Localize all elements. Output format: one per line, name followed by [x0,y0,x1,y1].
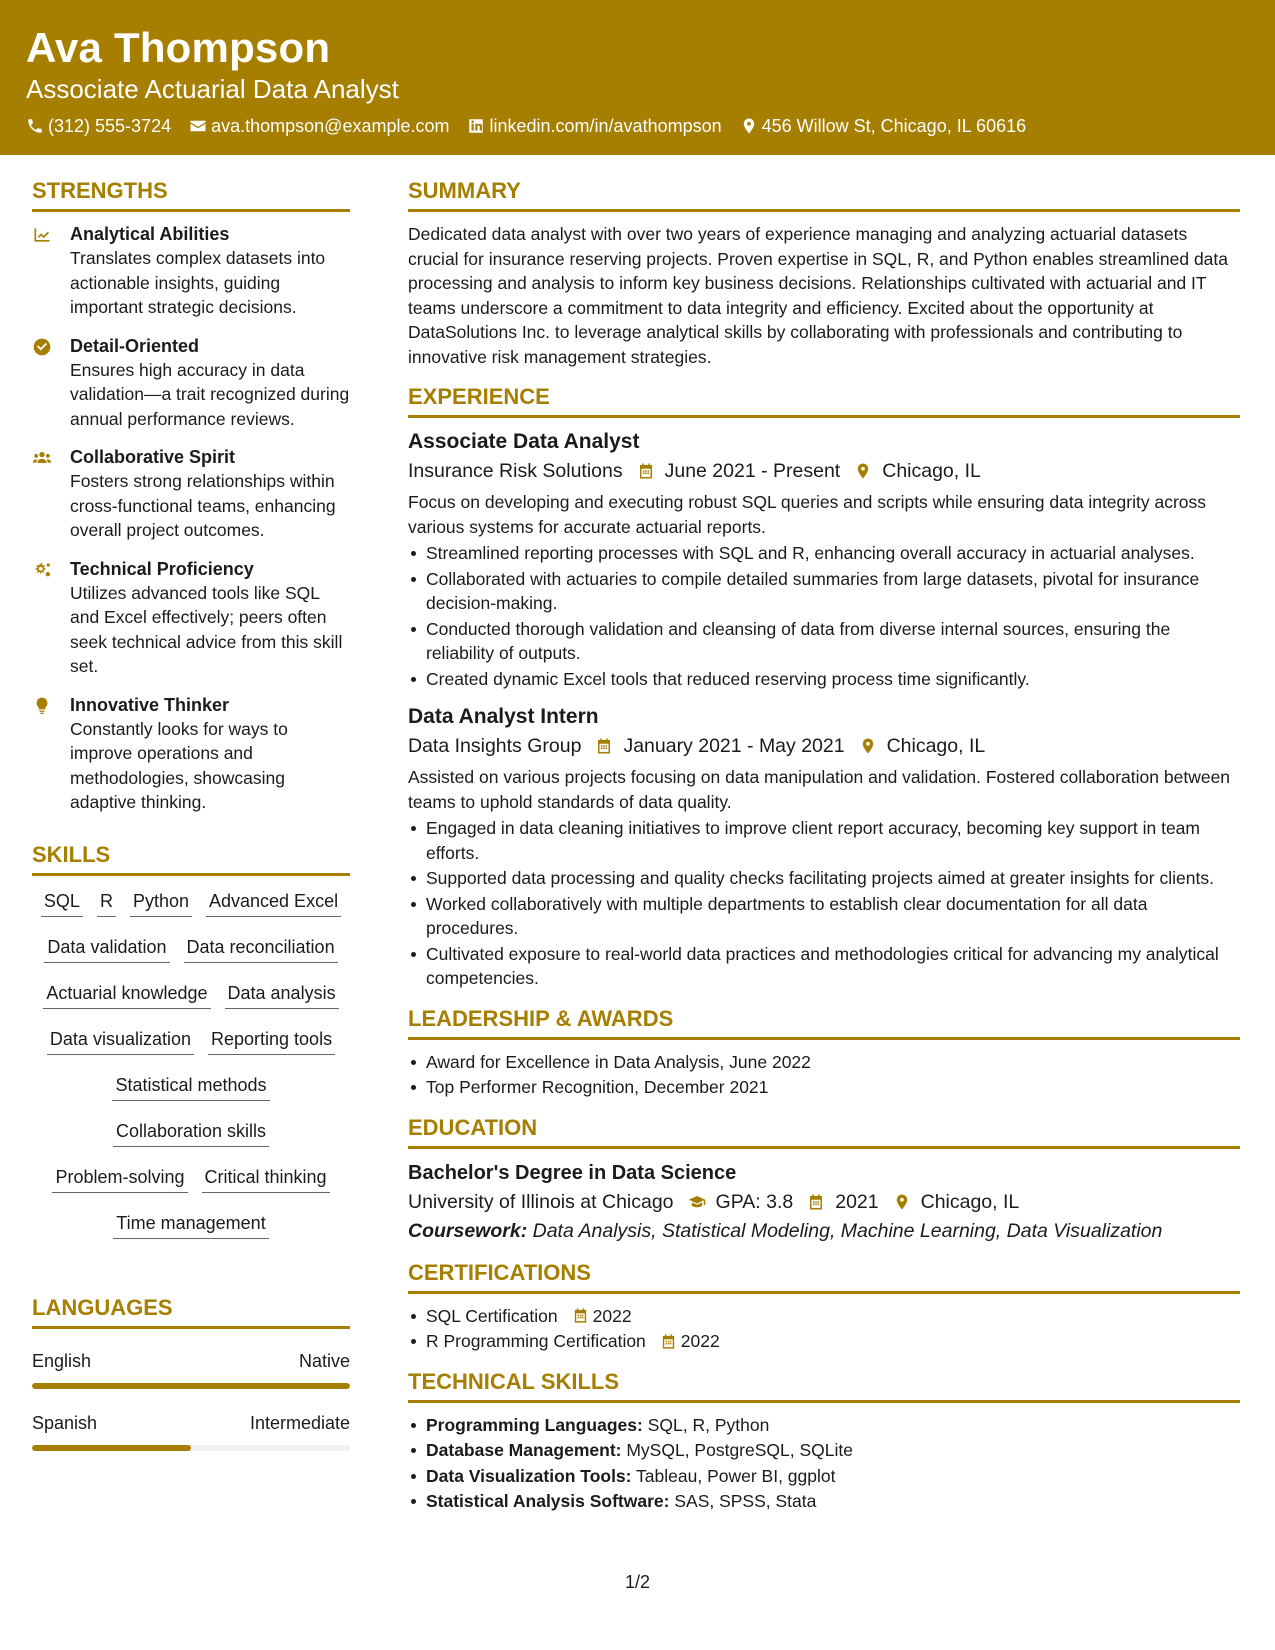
technical-skills-list [408,1413,1240,1514]
language-bar [32,1383,350,1389]
chart-line-icon [32,225,52,245]
graduation-cap-icon [688,1193,706,1211]
coursework-text: Data Analysis, Statistical Modeling, Machine Learning, Data Visualization [532,1219,1163,1242]
language-bar [32,1445,350,1451]
technical-skills-heading: TECHNICAL SKILLS [408,1368,1240,1403]
tech-label: Statistical Analysis Software: [426,1491,670,1511]
skill-tag: Python [130,888,192,917]
map-marker-icon [740,117,758,135]
job-entry [408,428,1240,691]
tech-value: SQL, R, Python [647,1414,770,1435]
job-description: Focus on developing and executing robust SQL queries and scripts while ensuring data integrity across various systems for accurate actuarial reports. [408,492,1207,537]
calendar-icon [807,1193,825,1211]
languages-heading: LANGUAGES [32,1294,350,1329]
skill-tag: Actuarial knowledge [43,980,210,1009]
job-company: Data Insights Group [408,735,582,757]
school-location: Chicago, IL [920,1190,1020,1213]
resume-header [0,0,1275,155]
cert-name: SQL Certification [426,1305,558,1326]
list-item: Streamlined reporting processes with SQL and R, enhancing overall accuracy in actuarial analyses. [408,541,1240,566]
calendar-icon [660,1333,677,1350]
map-marker-icon [859,737,877,755]
strength-desc: Utilizes advanced tools like SQL and Excel effectively; peers often seek technical advice from this skill set. [70,582,343,676]
contact-email[interactable] [189,114,449,138]
job-location: Chicago, IL [882,460,981,482]
strength-desc: Constantly looks for ways to improve operations and methodologies, showcasing adaptive thinking. [70,718,288,812]
tech-label: Data Visualization Tools: [426,1465,632,1486]
users-icon [32,448,52,468]
skill-tag: Advanced Excel [206,888,341,917]
job-location: Chicago, IL [886,735,986,757]
list-item: Worked collaboratively with multiple departments to establish clear documentation for all data procedures. [408,892,1240,941]
calendar-icon [572,1307,589,1324]
skill-tag: Collaboration skills [113,1118,269,1147]
skill-tag: Data visualization [47,1026,194,1055]
list-item [408,1489,1240,1514]
list-item: Top Performer Recognition, December 2021 [408,1075,1240,1100]
summary-text: Dedicated data analyst with over two years of experience managing and analyzing actuarial datasets crucial for insurance reserving projects. Proven expertise in SQL, R, and Python enables streamlined data processing and analysis to inform key business decisions. Relationships cultivated with actuarial and IT teams underscore a commitment to data integrity and efficiency. Excited about the opportunity at DataSolutions Inc. to leverage analytical skills by collaborating with professionals and contributing to innovative risk management strategies. [408,224,1229,367]
strength-desc: Translates complex datasets into actionable insights, guiding important strategic decisions. [70,248,326,317]
cert-year: 2022 [592,1305,632,1326]
calendar-icon [595,737,613,755]
cert-name: R Programming Certification [426,1331,646,1351]
certifications-heading: CERTIFICATIONS [408,1259,1240,1294]
skill-tag: Problem-solving [52,1164,187,1193]
certifications-list [408,1304,1240,1354]
map-marker-icon [893,1193,911,1211]
tech-label: Database Management: [426,1440,622,1460]
leadership-heading: LEADERSHIP & AWARDS [408,1005,1240,1040]
envelope-icon [189,117,207,135]
skill-tag: Data analysis [225,980,339,1009]
coursework [408,1217,1240,1245]
page-number: 1/2 [624,1572,651,1592]
language-name: Spanish [32,1412,98,1433]
language-item [32,1349,350,1389]
strength-desc: Ensures high accuracy in data validation—a trait recognized during annual performance reviews. [70,359,350,429]
linkedin-text: linkedin.com/in/avathompson [489,116,722,136]
summary-heading: SUMMARY [408,177,1240,212]
skills-heading: SKILLS [32,841,350,876]
contact-linkedin[interactable] [467,114,721,138]
skills-list [32,888,350,1256]
list-item [408,1304,1240,1329]
list-item [408,1438,1240,1463]
skill-tag: Statistical methods [112,1072,269,1101]
language-bar-fill [32,1383,350,1389]
skill-tag: Reporting tools [208,1026,335,1055]
linkedin-icon [467,117,485,135]
list-item: Collaborated with actuaries to compile detailed summaries from large datasets, pivotal for insurance decision-making. [408,567,1240,616]
email-text: ava.thompson@example.com [211,116,450,136]
strength-item [32,334,350,432]
contact-row [26,114,1275,138]
strength-item [32,445,350,543]
language-item [32,1411,350,1451]
job-company: Insurance Risk Solutions [408,460,623,482]
job-description: Assisted on various projects focusing on data manipulation and validation. Fostered collaboration between teams to uphold standards of data quality. [408,767,1231,812]
strength-title: Technical Proficiency [70,558,254,579]
education-heading: EDUCATION [408,1114,1240,1149]
language-bar-fill [32,1445,191,1451]
strength-item [32,222,350,320]
phone-icon [26,117,44,135]
candidate-name: Ava Thompson [26,24,331,71]
strength-title: Innovative Thinker [70,694,230,715]
job-title: Data Analyst Intern [408,705,599,728]
language-name: English [32,1350,92,1371]
contact-phone[interactable] [26,114,171,138]
skill-tag: Critical thinking [202,1164,330,1193]
phone-text: (312) 555-3724 [48,116,172,136]
list-item: Engaged in data cleaning initiatives to improve client report accuracy, becoming key support in team efforts. [408,816,1240,865]
map-marker-icon [854,462,872,480]
list-item: Supported data processing and quality checks facilitating projects aimed at greater insights for clients. [408,866,1240,891]
job-title: Associate Data Analyst [408,430,640,453]
strength-desc: Fosters strong relationships within cross-functional teams, enhancing overall project outcomes. [70,471,336,540]
left-column [32,177,350,1451]
calendar-icon [637,462,655,480]
address-text: 456 Willow St, Chicago, IL 60616 [761,116,1027,136]
job-bullets [408,816,1240,991]
skill-tag: Time management [113,1210,268,1239]
list-item: Award for Excellence in Data Analysis, June 2022 [408,1050,1240,1075]
list-item: Created dynamic Excel tools that reduced reserving process time significantly. [408,667,1240,692]
strength-title: Collaborative Spirit [70,447,236,467]
list-item: Cultivated exposure to real-world data practices and methodologies critical for advancing my analytical competencies. [408,942,1240,991]
skill-tag: Data reconciliation [184,934,338,963]
strength-item [32,693,350,815]
experience-heading: EXPERIENCE [408,383,1240,418]
tech-label: Programming Languages: [426,1414,643,1435]
strengths-heading: STRENGTHS [32,177,350,212]
gears-icon [32,560,52,580]
contact-address [740,114,1026,138]
job-bullets [408,541,1240,691]
leadership-list [408,1050,1240,1100]
check-circle-icon [32,337,52,357]
degree-title: Bachelor's Degree in Data Science [408,1161,737,1184]
job-entry [408,703,1240,991]
skill-tag: R [97,888,116,917]
coursework-label: Coursework: [408,1219,528,1242]
tech-value: SAS, SPSS, Stata [674,1491,817,1511]
list-item [408,1329,1240,1354]
right-column [408,177,1240,1515]
job-dates: June 2021 - Present [664,460,841,482]
tech-value: MySQL, PostgreSQL, SQLite [626,1440,853,1460]
list-item: Conducted thorough validation and cleansing of data from diverse internal sources, ensuring the reliability of outputs. [408,617,1240,666]
gpa-text: GPA: 3.8 [715,1190,794,1213]
language-level: Intermediate [249,1412,350,1433]
skill-tag: SQL [41,888,83,917]
job-dates: January 2021 - May 2021 [623,735,845,757]
list-item [408,1464,1240,1489]
language-level: Native [298,1350,350,1371]
cert-year: 2022 [680,1331,720,1351]
lightbulb-icon [32,696,52,716]
skill-tag: Data validation [44,934,169,963]
strength-title: Detail-Oriented [70,335,200,356]
graduation-year: 2021 [835,1190,879,1213]
tech-value: Tableau, Power BI, ggplot [636,1465,836,1486]
list-item [408,1413,1240,1438]
strength-item [32,557,350,679]
candidate-title: Associate Actuarial Data Analyst [26,74,399,104]
school-name: University of Illinois at Chicago [408,1190,674,1213]
strength-title: Analytical Abilities [70,224,230,244]
